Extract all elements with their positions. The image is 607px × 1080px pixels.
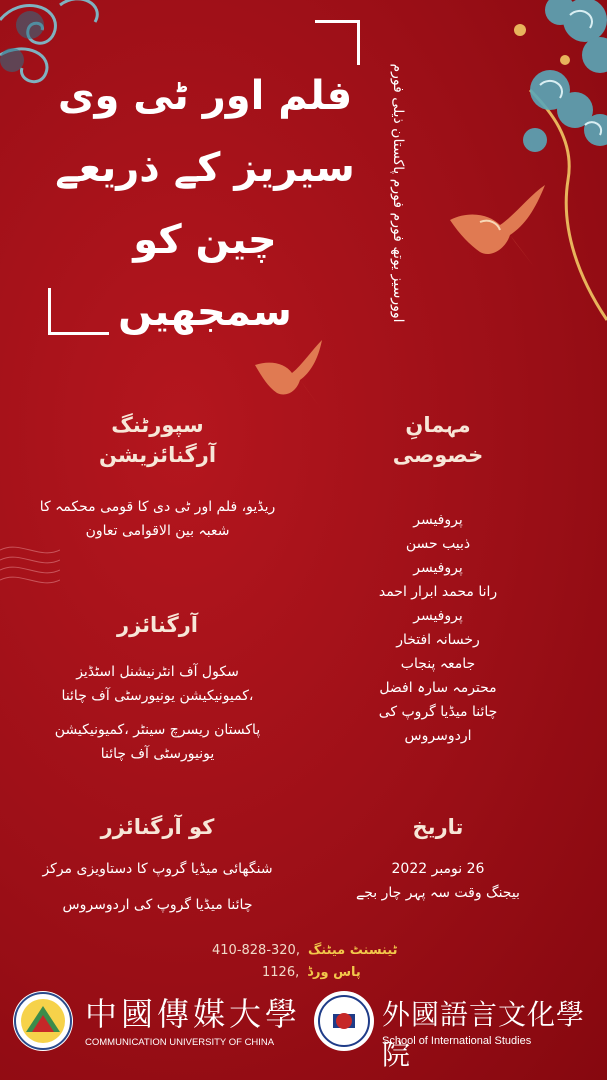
supporting-line: شعبہ بین الاقوامی تعاون <box>85 523 230 539</box>
coorganizer-section <box>20 812 295 917</box>
date-text <box>318 857 558 905</box>
organizer-line: پاکستان ریسرچ سینٹر ،کمیونیکیشن <box>54 722 261 738</box>
cuc-seal-logo <box>12 990 74 1052</box>
password-value: 1126, <box>262 965 300 980</box>
cuc-chinese-name: 中國傳媒大學 <box>85 995 302 1033</box>
date-line: 26 نومبر 2022 <box>391 861 485 877</box>
sis-chinese-name: 外國語言文化學院 <box>382 998 586 1071</box>
sis-english-name: School of International Studies <box>382 1035 532 1047</box>
supporting-heading <box>20 410 295 470</box>
cloud-decoration-top-right <box>490 0 607 330</box>
coorganizer-heading: کو آرگنائزر <box>100 815 215 839</box>
forum-vertical-text <box>367 12 429 374</box>
meeting-label: ٹینسنٹ میٹنگ <box>307 943 398 958</box>
guest-line: پروفیسر <box>413 512 463 528</box>
title-line: چین کو <box>133 217 277 263</box>
supporting-text <box>20 495 295 543</box>
guest-line: جامعہ پنجاب <box>400 656 476 672</box>
coorganizer-line: چائنا میڈیا گروپ کی اردوسروس <box>62 897 253 913</box>
organizer-line: یونیورسٹی آف چائنا <box>100 746 215 762</box>
guests-heading <box>318 410 558 470</box>
meeting-info <box>190 940 450 984</box>
supporting-heading-line: آرگنائزیشن <box>98 443 217 467</box>
forum-line: اوورسیز یوتھ فورم فورم پاکستان ذیلی فورم <box>390 63 406 323</box>
supporting-heading-line: سپورٹنگ <box>111 413 204 437</box>
wave-line-decoration <box>0 540 60 600</box>
coorganizer-line: شنگھائی میڈیا گروپ کا دستاویزی مرکز <box>42 861 273 877</box>
guests-heading-line: خصوصی <box>392 443 484 467</box>
bird-icon <box>440 180 550 270</box>
guest-line: چائنا میڈیا گروپ کی <box>378 704 498 720</box>
date-line: بیجنگ وقت سہ پہر چار بجے <box>356 885 520 901</box>
password-label: پاس ورڈ <box>307 965 361 980</box>
organizer-section <box>20 610 295 766</box>
supporting-line: ریڈیو، فلم اور ٹی دی کا قومی محکمہ کا <box>39 499 276 515</box>
guests-section <box>318 410 558 748</box>
title-line: سمجھیں <box>118 289 292 335</box>
guest-line: محترمہ سارہ افضل <box>379 680 497 696</box>
coorganizer-text <box>20 857 295 917</box>
organizer-heading: آرگنائزر <box>117 613 198 637</box>
guest-line: ذبیب حسن <box>405 536 471 552</box>
password-row <box>190 962 450 984</box>
guests-heading-line: مہمانِ <box>405 413 471 437</box>
supporting-section <box>20 410 295 543</box>
cuc-english-name: COMMUNICATION UNIVERSITY OF CHINA <box>85 1037 275 1048</box>
organizer-line: ،کمیونیکیشن یونیورسٹی آف چائنا <box>61 688 254 704</box>
meeting-row <box>190 940 450 962</box>
guest-line: پروفیسر <box>413 560 463 576</box>
logos-bar <box>0 985 607 1075</box>
guest-line: رانا محمد ابرار احمد <box>378 584 498 600</box>
guest-line: پروفیسر <box>413 608 463 624</box>
date-heading: تاریخ <box>412 815 464 839</box>
guest-line: رخسانہ افتخار <box>396 632 480 648</box>
organizer-text <box>20 660 295 766</box>
sis-seal-logo <box>313 990 375 1052</box>
bracket-top-right <box>315 20 360 65</box>
guest-line: اردوسروس <box>404 728 472 744</box>
title-line: سیریز کے ذریعے <box>55 145 355 191</box>
title-line: فلم اور ٹی وی <box>57 73 353 119</box>
organizer-line: سکول آف انٹرنیشنل اسٹڈیز <box>76 664 239 680</box>
poster-title <box>40 60 370 348</box>
date-section <box>318 812 558 905</box>
guests-list <box>318 508 558 748</box>
meeting-id: 410-828-320, <box>212 943 300 958</box>
